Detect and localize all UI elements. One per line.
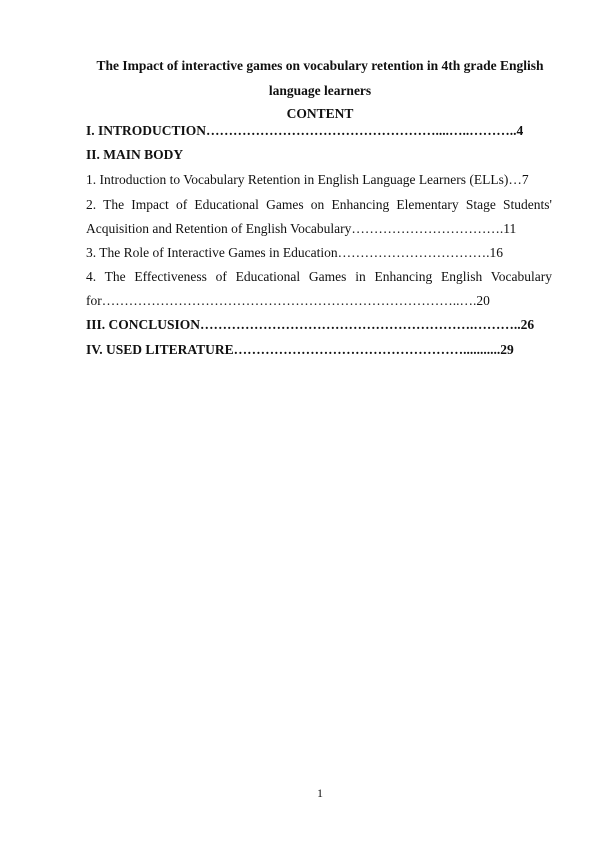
toc-entry-2-line2: Acquisition and Retention of English Vocabulary…………………………….11	[86, 221, 517, 236]
toc-entry-conclusion: III. CONCLUSION…………………………………………………….………..26	[86, 317, 535, 332]
toc-entry-4-line2: for……………………………………………………………………..….20	[86, 293, 490, 308]
toc-entry-used-literature: IV. USED LITERATURE……………………………………………...........29	[86, 342, 514, 357]
toc-entry-main-body: II. MAIN BODY	[86, 147, 184, 162]
document-title-line2: language learners	[268, 83, 372, 98]
page-number: 1	[317, 786, 323, 800]
toc-entry-2-line1: 2. The Impact of Educational Games on Enhancing Elementary Stage Students'	[86, 197, 552, 212]
toc-entry-introduction: I. INTRODUCTION……………………………………………....…..………..4	[86, 123, 524, 138]
document-title-line1: The Impact of interactive games on vocabulary retention in 4th grade English	[96, 58, 544, 73]
toc-entry-4-line1: 4. The Effectiveness of Educational Games in Enhancing English Vocabulary	[86, 269, 552, 284]
toc-entry-3: 3. The Role of Interactive Games in Education…………………………….16	[86, 245, 504, 260]
contents-heading: CONTENT	[286, 106, 354, 121]
toc-entry-1: 1. Introduction to Vocabulary Retention in English Language Learners (ELLs)…7	[86, 172, 529, 187]
